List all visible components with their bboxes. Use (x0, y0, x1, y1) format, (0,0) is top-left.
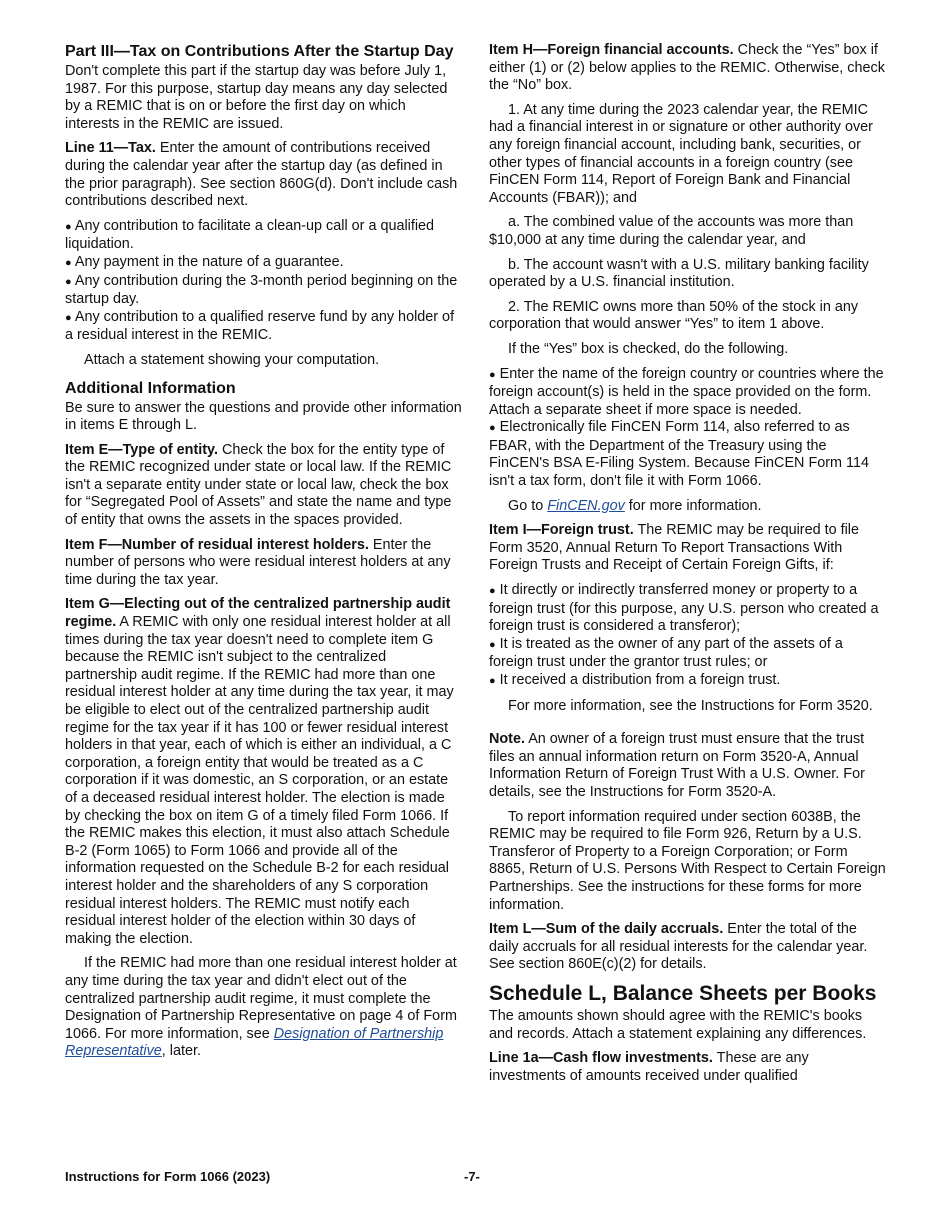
item-h-label: Item H—Foreign financial accounts. (489, 42, 734, 58)
item-h-condition-1a: a. The combined value of the accounts was more than $10,000 at any time during the calendar year, and (489, 214, 854, 248)
list-item: ● It is treated as the owner of any part of the assets of a foreign trust under the grantor trust rules; or (489, 635, 843, 671)
item-h-bullet-list (489, 366, 886, 491)
additional-information-text: Be sure to answer the questions and provide other information in items E through L. (65, 399, 462, 434)
attach-statement: Attach a statement showing your computation. (84, 351, 380, 368)
item-e-paragraph: Item E—Type of entity. Check the box for the entity type of the REMIC recognized under state or local law. If the REMIC isn't a separate entity under state or local law, check the box for “Segregated Pool of Assets” and state the name and type of entity that owns the assets in the spaces provided. (65, 441, 452, 529)
item-h-condition-1b: b. The account wasn't with a U.S. military banking facility operated by a U.S. financial institution. (489, 256, 869, 291)
fincen-goto: Go to FinCEN.gov for more information. (508, 497, 762, 514)
bullet-icon: ● (65, 220, 72, 233)
footer-form-title: Instructions for Form 1066 (2023) (65, 1169, 271, 1184)
item-h-paragraph: Item H—Foreign financial accounts. Check the “Yes” box if either (1) or (2) below applies to the REMIC. Otherwise, check the “No” box. (489, 42, 885, 94)
list-item: ● It received a distribution from a foreign trust. (489, 672, 781, 688)
item-g-second-paragraph: If the REMIC had more than one residual interest holder at any time during the tax year and didn't elect out of the centralized partnership audit regime, it must complete the Designation of Partnership Representative on page 4 of Form 1066. For more information, see Designation of Partnership Representative, later. (65, 955, 457, 1060)
left-column (65, 42, 462, 1068)
item-i-more-info: For more information, see the Instructions for Form 3520. (508, 697, 873, 714)
list-item: ● It directly or indirectly transferred money or property to a foreign trust (for this purpose, any U.S. person who created a foreign trust is considered a transferor); (489, 582, 879, 635)
bullet-icon: ● (489, 585, 496, 598)
fincen-gov-link[interactable]: FinCEN.gov (547, 497, 625, 514)
bullet-icon: ● (65, 311, 72, 324)
right-column (489, 42, 886, 1092)
line-11-bullet-list (65, 218, 462, 345)
bullet-icon: ● (489, 638, 496, 651)
item-f-label: Item F—Number of residual interest holders. (65, 536, 369, 553)
item-i-label: Item I—Foreign trust. (489, 522, 634, 539)
note-label: Note. (489, 731, 525, 748)
item-l-label: Item L—Sum of the daily accruals. (489, 921, 724, 938)
item-e-label: Item E—Type of entity. (65, 441, 218, 458)
bullet-icon: ● (489, 422, 496, 435)
item-h-if-yes: If the “Yes” box is checked, do the following. (508, 340, 789, 357)
item-i-paragraph: Item I—Foreign trust. The REMIC may be required to file Form 3520, Annual Return To Report Transactions With Foreign Trusts and Receipt of Certain Foreign Gifts, if: (489, 522, 860, 574)
bullet-icon: ● (65, 275, 72, 288)
list-item: ● Enter the name of the foreign country or countries where the foreign account(s) is held in the space provided on the form. Attach a separate sheet if more space is needed. (489, 365, 884, 418)
list-item: ● Any contribution to a qualified reserve fund by any holder of a residual interest in the REMIC. (65, 308, 455, 344)
list-item: ● Any contribution during the 3-month period beginning on the startup day. (65, 272, 458, 308)
schedule-l-heading: Schedule L, Balance Sheets per Books (489, 981, 877, 1005)
item-g-label: Item G—Electing out of the centralized partnership audit regime. (65, 596, 451, 631)
bullet-icon: ● (489, 368, 496, 381)
section-6038b-paragraph: To report information required under section 6038B, the REMIC may be required to file Form 926, Return by a U.S. Transferor of Property to a Foreign Corporation; or Form 8865, Return of U.S. Persons With Respect to Certain Foreign Partnerships. See the instructions for these forms for more information. (489, 808, 886, 913)
line-1a-label: Line 1a—Cash flow investments. (489, 1050, 713, 1067)
bullet-icon: ● (65, 256, 72, 269)
line-1a-paragraph: Line 1a—Cash flow investments. These are any investments of amounts received under qualified (489, 1050, 809, 1084)
list-item: ● Any contribution to facilitate a clean-up call or a qualified liquidation. (65, 217, 435, 253)
list-item: ● Electronically file FinCEN Form 114, also referred to as FBAR, with the Department of the Treasury using the FinCEN's BSA E-Filing System. Because FinCEN Form 114 isn't a tax form, don't file it with Form 1066. (489, 419, 869, 490)
line-11-label: Line 11—Tax. (65, 140, 156, 157)
item-g-paragraph: Item G—Electing out of the centralized partnership audit regime. A REMIC with only one residual interest holder at all times during the tax year doesn't need to complete item G because the REMIC isn't subject to the centralized partnership audit regime. If the REMIC had more than one residual interest holder at any time during the tax year, it may be eligible to elect out of the centralized partnership audit regime for the tax year if it has 100 or fewer residual interest holders in that year, each of which is either an individual, a C corporation, a foreign entity that would be treated as a C corporation if it was domestic, an S corporation, or an estate of a deceased residual interest holder. The election is made by checking the box on item G of a timely filed Form 1066. If the REMIC makes this election, it must also attach Schedule B-2 (Form 1065) to Form 1066 and provide all of the information requested on the Schedule B-2 for each residual interest holder and the shareholders of any S corporation residual interest holders. The REMIC must notify each residual interest holder of the election within 30 days of making the election. (65, 596, 454, 947)
item-i-bullet-list (489, 582, 886, 691)
line-11-paragraph (65, 140, 462, 210)
item-f-paragraph: Item F—Number of residual interest holders. Enter the number of persons who were residual interest holders at any time during the tax year. (65, 536, 451, 588)
item-l-paragraph: Item L—Sum of the daily accruals. Enter the total of the daily accruals for all residual interests for the calendar year. See section 860E(c)(2) for details. (489, 921, 868, 973)
item-h-condition-2: 2. The REMIC owns more than 50% of the stock in any corporation that would answer “Yes” to item 1 above. (489, 298, 859, 333)
schedule-l-text: The amounts shown should agree with the REMIC's books and records. Attach a statement explaining any differences. (489, 1007, 867, 1042)
additional-information-heading: Additional Information (65, 379, 236, 397)
footer-page-number: -7- (464, 1169, 480, 1184)
part-iii-intro: Don't complete this part if the startup day was before July 1, 1987. For this purpose, startup day means any day selected by a REMIC that is on or before the first day on which interests in the REMIC are issued. (65, 63, 448, 132)
bullet-icon: ● (489, 675, 496, 687)
list-item: ● Any payment in the nature of a guarantee. (65, 253, 344, 270)
part-iii-heading: Part III—Tax on Contributions After the Startup Day (65, 43, 454, 60)
designation-of-partnership-representative-link[interactable]: Designation of Partnership Representative (65, 1025, 444, 1060)
line-11-text: Enter the amount of contributions received during the calendar year after the startup day (as defined in the prior paragraph). See section 860G(d). Don't include cash contributions described next. (65, 140, 458, 210)
item-h-condition-1: 1. At any time during the 2023 calendar year, the REMIC had a financial interest in or signature or other authority over any foreign financial account, including bank, securities, or other types of financial accounts in a foreign country (see FinCEN Form 114, Report of Foreign Bank and Financial Accounts (FBAR)); and (489, 101, 873, 206)
note-paragraph: Note. An owner of a foreign trust must ensure that the trust files an annual information return on Form 3520-A, Annual Information Return of Foreign Trust With a U.S. Owner. For details, see the Instructions for Form 3520-A. (489, 731, 865, 800)
